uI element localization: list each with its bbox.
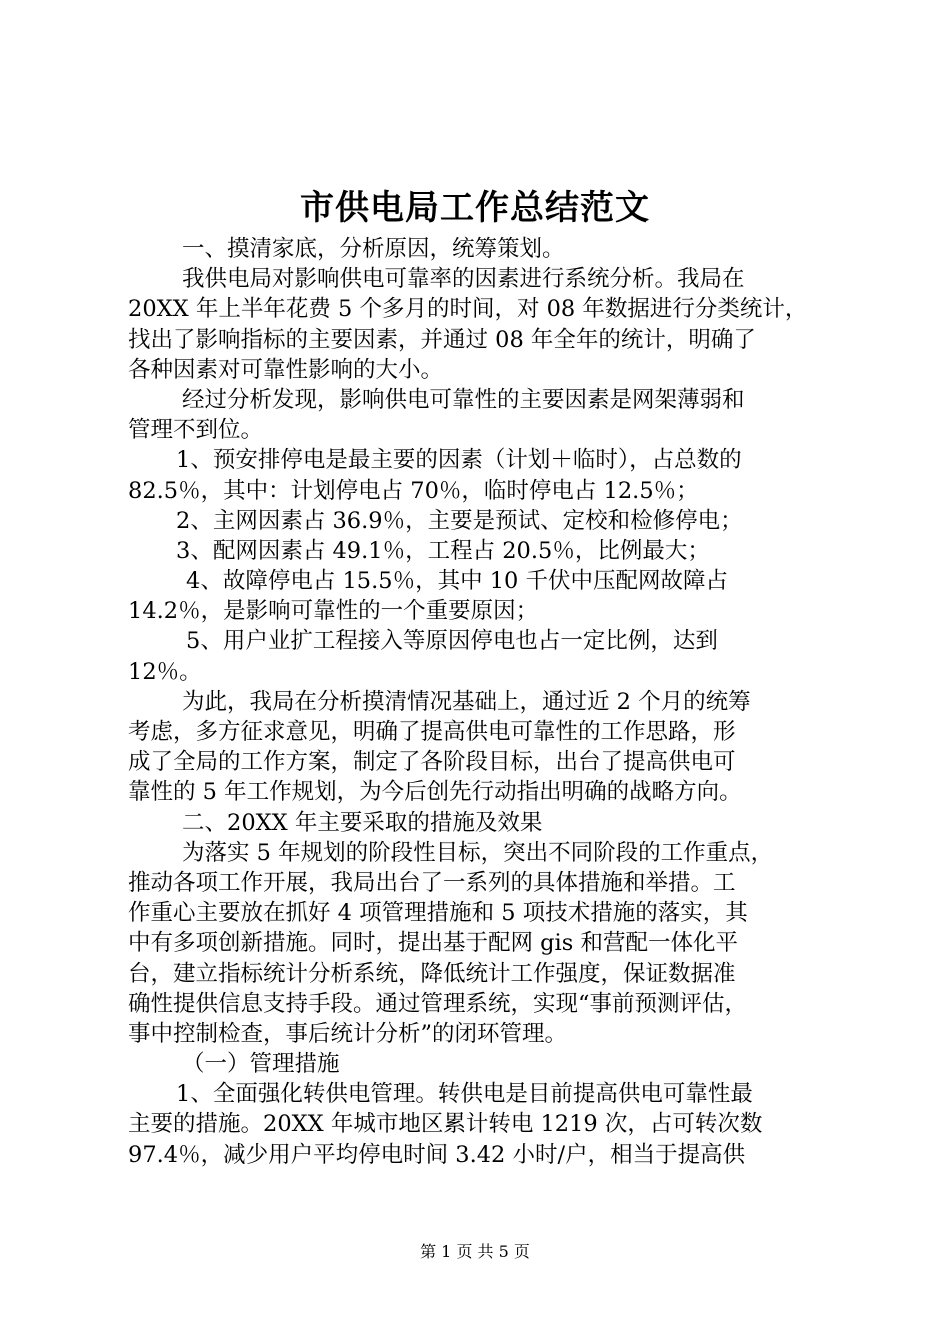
list-item-line: 82.5％，其中：计划停电占 70％，临时停电占 12.5％； xyxy=(128,477,699,504)
paragraph-line: 20XX 年上半年花费 5 个多月的时间，对 08 年数据进行分类统计， xyxy=(128,296,808,323)
list-item-line: 4、故障停电占 15.5％，其中 10 千伏中压配网故障占 xyxy=(186,568,729,595)
list-item-line: 12％。 xyxy=(128,658,202,685)
paragraph-line: 经过分析发现，影响供电可靠性的主要因素是网架薄弱和 xyxy=(182,386,745,413)
list-item-line: 5、用户业扩工程接入等原因停电也占一定比例，达到 xyxy=(186,628,718,655)
paragraph-line: 为此，我局在分析摸清情况基础上，通过近 2 个月的统筹 xyxy=(182,688,751,715)
page-footer: 第 1 页 共 5 页 xyxy=(420,1242,530,1261)
paragraph-line: 靠性的 5 年工作规划，为今后创先行动指出明确的战略方向。 xyxy=(128,779,742,806)
paragraph-line: 管理不到位。 xyxy=(128,417,264,444)
document-body xyxy=(128,234,832,1170)
paragraph-line: 中有多项创新措施。同时，提出基于配网 gis 和营配一体化平 xyxy=(128,930,738,957)
paragraph-line: 各种因素对可靠性影响的大小。 xyxy=(128,356,444,383)
list-item-line: 3、配网因素占 49.1％，工程占 20.5％，比例最大； xyxy=(176,537,710,564)
list-item-line: 14.2％，是影响可靠性的一个重要原因； xyxy=(128,598,539,625)
paragraph-line: 考虑，多方征求意见，明确了提高供电可靠性的工作思路，形 xyxy=(128,719,736,745)
paragraph-line: 推动各项工作开展，我局出台了一系列的具体措施和举措。工 xyxy=(128,869,736,896)
paragraph-line: 确性提供信息支持手段。通过管理系统，实现“事前预测评估， xyxy=(128,990,748,1017)
paragraph-line: 我供电局对影响供电可靠率的因素进行系统分析。我局在 xyxy=(182,266,745,293)
subsection-heading: （一）管理措施 xyxy=(182,1051,340,1078)
paragraph-line: 主要的措施。20XX 年城市地区累计转电 1219 次，占可转次数 xyxy=(128,1111,763,1138)
document-title: 市供电局工作总结范文 xyxy=(300,188,650,228)
paragraph-line: 成了全局的工作方案，制定了各阶段目标，出台了提高供电可 xyxy=(128,749,736,776)
paragraph-line: 找出了影响指标的主要因素，并通过 08 年全年的统计，明确了 xyxy=(128,326,756,353)
paragraph-line: 事中控制检查，事后统计分析”的闭环管理。 xyxy=(128,1020,568,1047)
paragraph-line: 97.4％，减少用户平均停电时间 3.42 小时/户，相当于提高供 xyxy=(128,1141,746,1168)
section-heading: 一、摸清家底，分析原因，统筹策划。 xyxy=(182,236,565,262)
list-item-line: 2、主网因素占 36.9％，主要是预试、定校和检修停电； xyxy=(176,507,743,534)
paragraph-line: 1、全面强化转供电管理。转供电是目前提高供电可靠性最 xyxy=(176,1081,753,1108)
list-item-line: 1、预安排停电是最主要的因素（计划＋临时），占总数的 xyxy=(176,447,742,474)
paragraph-line: 作重心主要放在抓好 4 项管理措施和 5 项技术措施的落实，其 xyxy=(128,900,748,927)
paragraph-line: 为落实 5 年规划的阶段性目标，突出不同阶段的工作重点， xyxy=(182,839,774,866)
section-heading: 二、20XX 年主要采取的措施及效果 xyxy=(182,809,543,836)
paragraph-line: 台，建立指标统计分析系统，降低统计工作强度，保证数据准 xyxy=(128,960,736,987)
